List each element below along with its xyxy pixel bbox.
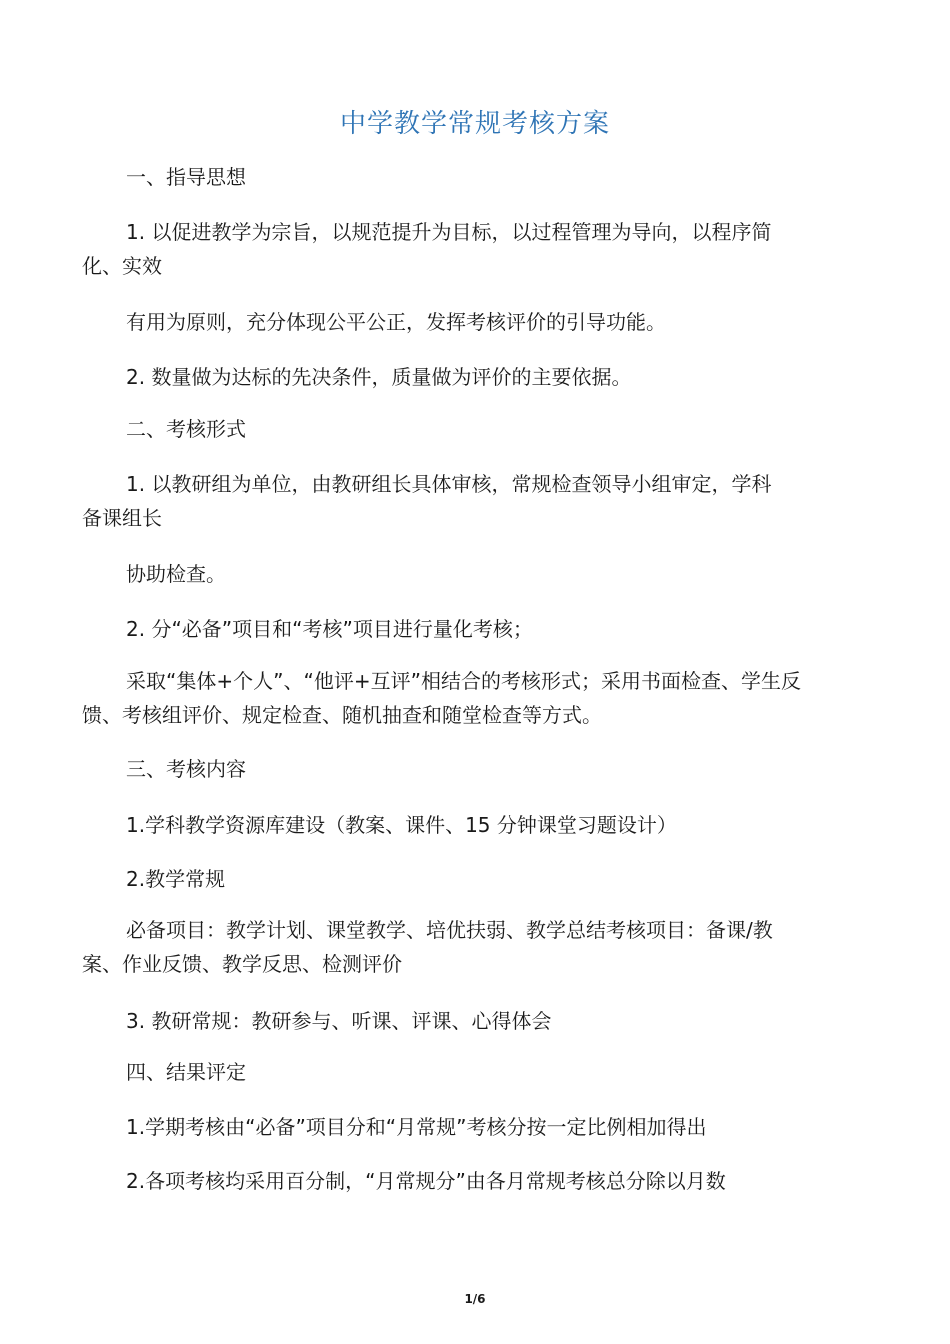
paragraph-line: 1. 以促进教学为宗旨，以规范提升为目标，以过程管理为导向，以程序简 [126, 220, 772, 244]
section-heading [82, 752, 872, 786]
paragraph-line: 化、实效 [82, 254, 162, 278]
paragraph-line: 三、考核内容 [126, 757, 246, 781]
paragraph [82, 612, 872, 646]
paragraph [82, 557, 872, 591]
paragraph-line: 2.各项考核均采用百分制，“月常规分”由各月常规考核总分除以月数 [126, 1169, 726, 1193]
paragraph-line: 必备项目：教学计划、课堂教学、培优扶弱、教学总结考核项目：备课/教 [126, 918, 773, 942]
section-heading [82, 412, 872, 446]
paragraph [82, 305, 872, 339]
paragraph-line: 二、考核形式 [126, 417, 246, 441]
paragraph [82, 862, 872, 896]
paragraph [82, 215, 872, 283]
paragraph-line: 一、指导思想 [126, 165, 246, 189]
paragraph [82, 913, 872, 981]
section-heading [82, 160, 872, 194]
paragraph-line: 2. 分“必备”项目和“考核”项目进行量化考核； [126, 617, 533, 641]
paragraph [82, 664, 872, 732]
paragraph [82, 1164, 872, 1198]
paragraph-line: 3. 教研常规：教研参与、听课、评课、心得体会 [126, 1009, 552, 1033]
paragraph-line: 2. 数量做为达标的先决条件，质量做为评价的主要依据。 [126, 365, 632, 389]
paragraph [82, 1004, 872, 1038]
paragraph [82, 1110, 872, 1144]
section-heading [82, 1055, 872, 1089]
document-title: 中学教学常规考核方案 [339, 109, 610, 139]
paragraph-line: 1. 以教研组为单位，由教研组长具体审核，常规检查领导小组审定，学科 [126, 472, 772, 496]
paragraph [82, 808, 872, 842]
paragraph-line: 有用为原则，充分体现公平公正，发挥考核评价的引导功能。 [126, 310, 666, 334]
paragraph-line: 1.学科教学资源库建设（教案、课件、15 分钟课堂习题设计） [126, 813, 677, 837]
paragraph-line: 馈、考核组评价、规定检查、随机抽查和随堂检查等方式。 [82, 703, 602, 727]
paragraph [82, 360, 872, 394]
paragraph-line: 协助检查。 [126, 562, 226, 586]
paragraph [82, 467, 872, 535]
paragraph-line: 案、作业反馈、教学反思、检测评价 [82, 952, 402, 976]
paragraph-line: 四、结果评定 [126, 1060, 246, 1084]
paragraph-line: 备课组长 [82, 506, 162, 530]
paragraph-line: 采取“集体+个人”、“他评+互评”相结合的考核形式；采用书面检查、学生反 [126, 669, 801, 693]
page-number: 1/6 [464, 1292, 486, 1306]
paragraph-line: 2.教学常规 [126, 867, 226, 891]
paragraph-line: 1.学期考核由“必备”项目分和“月常规”考核分按一定比例相加得出 [126, 1115, 707, 1139]
